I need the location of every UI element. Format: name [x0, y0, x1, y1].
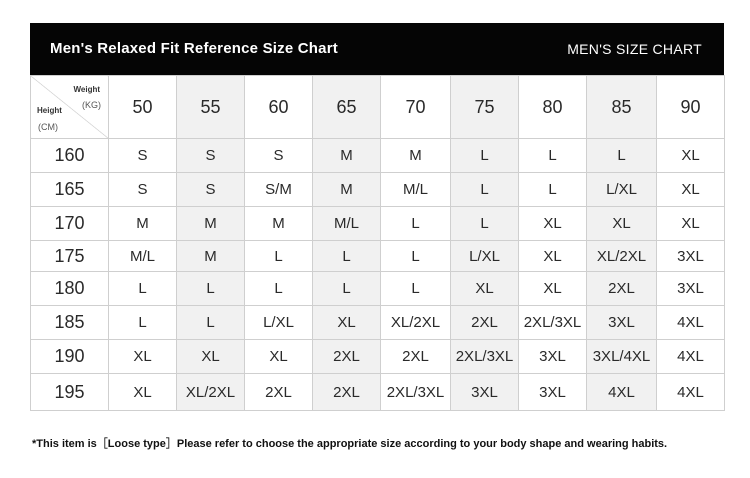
size-cell: L: [587, 139, 657, 173]
corner-cell: [31, 76, 109, 139]
weight-label: Weight: [73, 85, 100, 94]
size-cell: 4XL: [657, 374, 725, 411]
size-cell: L: [381, 272, 451, 306]
weight-header: 80: [519, 76, 587, 139]
size-cell: XL: [109, 374, 177, 411]
page-subtitle: MEN'S SIZE CHART: [567, 41, 702, 57]
weight-header: 55: [177, 76, 245, 139]
table-row: [31, 272, 725, 306]
size-cell: XL: [245, 340, 313, 374]
size-cell: 2XL: [245, 374, 313, 411]
height-cell: 185: [31, 306, 109, 340]
height-cell: 165: [31, 173, 109, 207]
size-cell: L/XL: [451, 241, 519, 272]
size-cell: 3XL: [519, 374, 587, 411]
size-cell: 2XL: [587, 272, 657, 306]
size-cell: M: [313, 173, 381, 207]
size-cell: XL/2XL: [177, 374, 245, 411]
size-table: [30, 75, 725, 411]
size-cell: S: [245, 139, 313, 173]
size-cell: 4XL: [657, 306, 725, 340]
size-cell: L: [109, 272, 177, 306]
size-cell: M: [381, 139, 451, 173]
weight-header: 85: [587, 76, 657, 139]
size-cell: S: [177, 139, 245, 173]
size-cell: S: [177, 173, 245, 207]
size-cell: 4XL: [587, 374, 657, 411]
size-cell: 3XL: [519, 340, 587, 374]
size-cell: L/XL: [587, 173, 657, 207]
size-cell: L: [313, 241, 381, 272]
weight-header: 75: [451, 76, 519, 139]
table-row: [31, 374, 725, 411]
size-cell: XL: [519, 272, 587, 306]
size-cell: XL: [451, 272, 519, 306]
weight-header: 90: [657, 76, 725, 139]
size-cell: XL: [177, 340, 245, 374]
size-cell: L: [451, 173, 519, 207]
size-cell: S/M: [245, 173, 313, 207]
table-row: [31, 306, 725, 340]
height-cell: 175: [31, 241, 109, 272]
size-cell: M/L: [381, 173, 451, 207]
footer-note: *This item is［Loose type］Please refer to choose the appropriate size according to your body shape and wearing habits.: [32, 438, 668, 450]
size-cell: M/L: [313, 207, 381, 241]
chart-header: [30, 23, 724, 75]
size-cell: XL/2XL: [381, 306, 451, 340]
size-cell: L: [245, 272, 313, 306]
size-cell: 3XL/4XL: [587, 340, 657, 374]
size-cell: S: [109, 139, 177, 173]
table-row: [31, 139, 725, 173]
size-cell: XL: [657, 207, 725, 241]
table-row: [31, 241, 725, 272]
size-cell: M: [109, 207, 177, 241]
weight-header-row: [31, 76, 725, 139]
size-cell: L: [451, 207, 519, 241]
size-cell: XL: [519, 207, 587, 241]
size-cell: L: [451, 139, 519, 173]
size-cell: 2XL: [381, 340, 451, 374]
size-table-body: [31, 139, 725, 411]
height-cell: 190: [31, 340, 109, 374]
table-row: [31, 173, 725, 207]
height-cell: 170: [31, 207, 109, 241]
size-cell: L: [519, 139, 587, 173]
weight-header: 50: [109, 76, 177, 139]
size-cell: 2XL/3XL: [519, 306, 587, 340]
size-cell: L: [381, 207, 451, 241]
size-cell: 3XL: [657, 272, 725, 306]
table-row: [31, 340, 725, 374]
size-cell: XL/2XL: [587, 241, 657, 272]
size-cell: XL: [657, 139, 725, 173]
size-cell: L: [109, 306, 177, 340]
size-cell: 4XL: [657, 340, 725, 374]
size-cell: M: [313, 139, 381, 173]
size-cell: XL: [313, 306, 381, 340]
size-cell: 2XL/3XL: [451, 340, 519, 374]
size-cell: 2XL: [313, 340, 381, 374]
size-cell: L: [177, 272, 245, 306]
size-cell: L: [177, 306, 245, 340]
size-cell: L: [313, 272, 381, 306]
table-row: [31, 207, 725, 241]
page-title: Men's Relaxed Fit Reference Size Chart: [50, 40, 338, 57]
weight-header: 70: [381, 76, 451, 139]
size-cell: L: [381, 241, 451, 272]
size-cell: XL: [519, 241, 587, 272]
size-cell: 2XL/3XL: [381, 374, 451, 411]
size-cell: XL: [587, 207, 657, 241]
height-cell: 160: [31, 139, 109, 173]
size-cell: 2XL: [451, 306, 519, 340]
weight-header: 60: [245, 76, 313, 139]
size-cell: M/L: [109, 241, 177, 272]
size-cell: 2XL: [313, 374, 381, 411]
size-cell: XL: [657, 173, 725, 207]
height-cell: 195: [31, 374, 109, 411]
weight-header: 65: [313, 76, 381, 139]
height-label: Height: [37, 106, 62, 115]
size-cell: 3XL: [451, 374, 519, 411]
size-cell: L: [519, 173, 587, 207]
size-cell: 3XL: [657, 241, 725, 272]
weight-unit: (KG): [82, 100, 101, 110]
size-cell: L/XL: [245, 306, 313, 340]
height-unit: (CM): [38, 122, 58, 132]
size-cell: M: [177, 241, 245, 272]
height-cell: 180: [31, 272, 109, 306]
size-cell: 3XL: [587, 306, 657, 340]
size-cell: M: [177, 207, 245, 241]
size-cell: S: [109, 173, 177, 207]
size-cell: XL: [109, 340, 177, 374]
size-cell: M: [245, 207, 313, 241]
size-cell: L: [245, 241, 313, 272]
